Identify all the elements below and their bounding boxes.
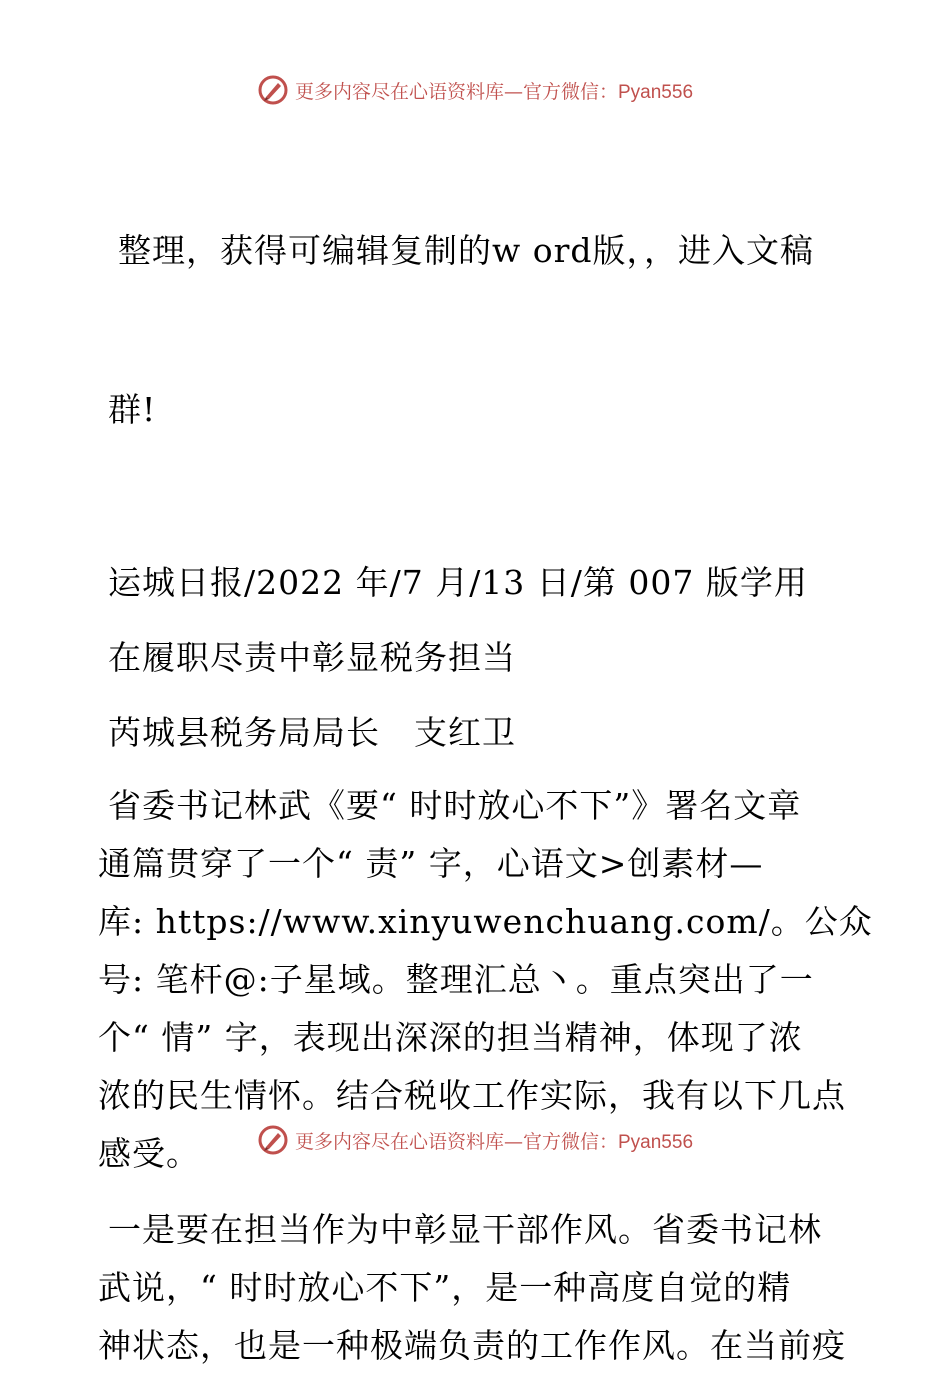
paragraph-2 bbox=[98, 1201, 858, 1375]
banner-wechat-id: Pyan556 bbox=[618, 1131, 694, 1153]
paragraph-line: 省委书记林武《要“ 时时放心不下”》署名文章 bbox=[108, 786, 802, 825]
intro-paragraph bbox=[98, 118, 858, 542]
pen-logo-icon bbox=[257, 74, 289, 106]
banner-wechat-id: Pyan556 bbox=[618, 81, 694, 103]
header-banner bbox=[0, 70, 950, 110]
intro-line: 群! bbox=[108, 390, 157, 429]
banner-label: 更多内容尽在心语资料库—官方微信： bbox=[294, 1130, 618, 1153]
footer-banner bbox=[0, 1120, 950, 1160]
paragraph-line: 浓的民生情怀。结合税收工作实际，我有以下几点 bbox=[98, 1076, 846, 1115]
paragraph-line: 神状态，也是一种极端负责的工作作风。在当前疫 bbox=[98, 1326, 846, 1365]
paragraph-line: 库: https://www.xinyuwenchuang.com/。公众 bbox=[98, 902, 873, 941]
article-author: 芮城县税务局局长 支红卫 bbox=[108, 713, 516, 752]
banner-inner bbox=[257, 1124, 693, 1156]
paragraph-line: 号: 笔杆@:子星域。整理汇总丶。重点突出了一 bbox=[98, 960, 814, 999]
paragraph-line: 感受。 bbox=[98, 1134, 200, 1173]
paragraph-line: 武说，“ 时时放心不下”，是一种高度自觉的精 bbox=[98, 1268, 792, 1307]
paragraph-line: 个“ 情” 字，表现出深深的担当精神，体现了浓 bbox=[98, 1018, 803, 1057]
banner-text bbox=[295, 77, 693, 104]
article-title: 在履职尽责中彰显税务担当 bbox=[108, 638, 516, 677]
banner-label: 更多内容尽在心语资料库—官方微信： bbox=[294, 80, 618, 103]
paragraph-line: 通篇贯穿了一个“ 责” 字，心语文>创素材— bbox=[98, 844, 764, 883]
intro-line: 整理，获得可编辑复制的w ord版，，进入文稿 bbox=[118, 231, 815, 270]
document-body bbox=[98, 118, 873, 1375]
source-line: 运城日报/2022 年/7 月/13 日/第 007 版学用 bbox=[108, 563, 808, 602]
paragraph-line: 一是要在担当作为中彰显干部作风。省委书记林 bbox=[108, 1210, 822, 1249]
banner-text bbox=[295, 1127, 693, 1154]
banner-inner bbox=[257, 74, 693, 106]
pen-logo-icon bbox=[257, 1124, 289, 1156]
